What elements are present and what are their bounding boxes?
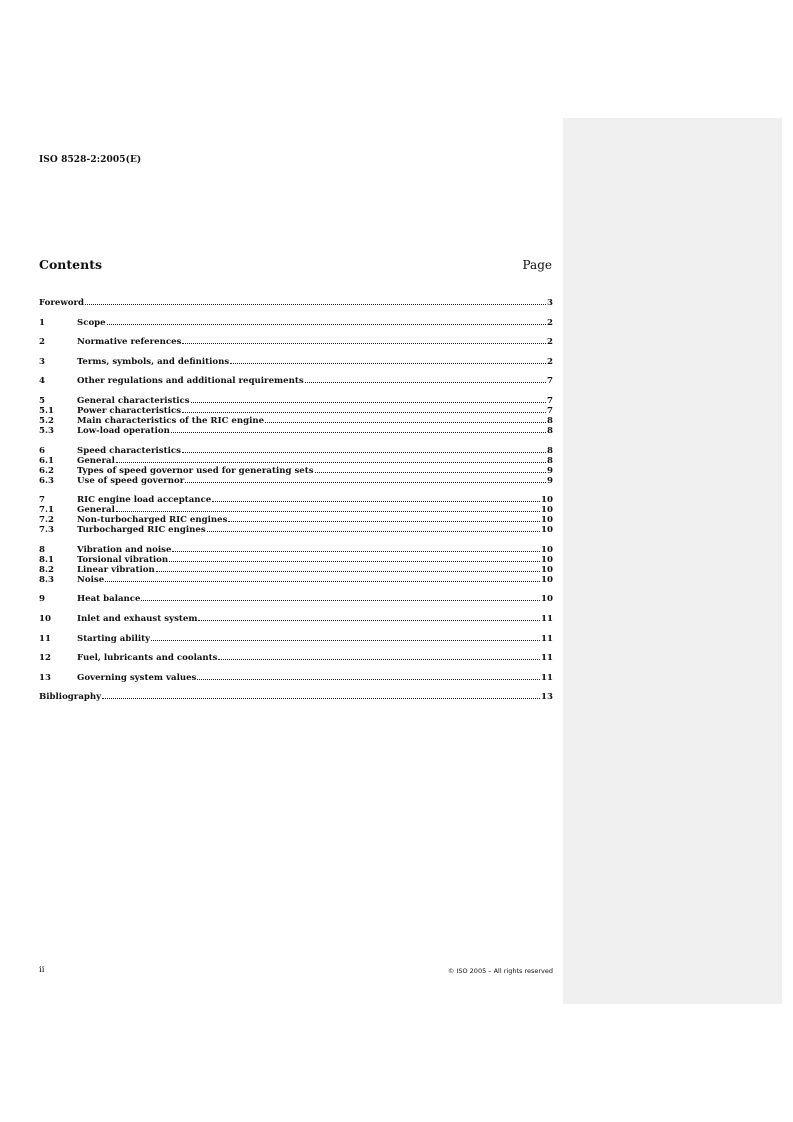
toc-entry[interactable] <box>39 593 553 603</box>
toc-entry-page: 11 <box>541 653 553 664</box>
toc-entry-number: 9 <box>39 594 45 605</box>
toc-entry-title: General characteristics <box>77 395 190 406</box>
toc-entry-number: 7.2 <box>39 515 54 526</box>
toc-entry[interactable] <box>39 455 553 465</box>
toc-entry-title: Linear vibration <box>77 564 155 575</box>
toc-entry-title: Inlet and exhaust system <box>77 613 198 624</box>
toc-entry[interactable] <box>39 375 553 385</box>
toc-entry-number: 6.3 <box>39 475 54 486</box>
toc-entry-number: 7.3 <box>39 525 54 536</box>
toc-entry[interactable] <box>39 524 553 534</box>
toc-entry[interactable] <box>39 672 553 682</box>
dot-leader <box>185 475 546 483</box>
toc-entry-number: 8.1 <box>39 554 54 565</box>
toc-entry-number: 5.1 <box>39 405 54 416</box>
toc-entry-number: 10 <box>39 613 51 624</box>
toc-entry-title: Bibliography <box>39 692 102 703</box>
dot-leader <box>107 317 546 325</box>
toc-entry-title: Noise <box>77 574 105 585</box>
toc-entry-page: 8 <box>547 455 553 466</box>
toc-entry-title: Terms, symbols, and definitions <box>77 356 230 367</box>
dot-leader <box>151 633 540 641</box>
toc-entry-number: 7 <box>39 495 45 506</box>
toc-entry-title: Use of speed governor <box>77 475 185 486</box>
toc-entry[interactable] <box>39 554 553 564</box>
toc-entry-page: 2 <box>547 317 553 328</box>
toc-entry-title: General <box>77 505 115 516</box>
toc-entry-title: Torsional vibration <box>77 554 169 565</box>
toc-entry-title: RIC engine load acceptance <box>77 495 212 506</box>
dot-leader <box>191 395 546 403</box>
toc-entry-title: Governing system values <box>77 672 197 683</box>
document-id: ISO 8528-2:2005(E) <box>39 155 142 165</box>
toc-entry[interactable] <box>39 445 553 455</box>
toc-entry-page: 8 <box>547 425 553 436</box>
dot-leader <box>230 356 546 364</box>
toc-entry-number: 4 <box>39 376 45 387</box>
dot-leader <box>156 564 540 572</box>
toc-entry-number: 11 <box>39 633 51 644</box>
toc-entry-title: Speed characteristics <box>77 445 181 456</box>
toc-entry[interactable] <box>39 574 553 584</box>
toc-entry[interactable] <box>39 415 553 425</box>
toc-entry-number: 3 <box>39 356 45 367</box>
toc-entry-title: Main characteristics of the RIC engine <box>77 415 265 426</box>
toc-entry[interactable] <box>39 317 553 327</box>
toc-entry-title: Low-load operation <box>77 425 170 436</box>
toc-entry-page: 10 <box>541 515 553 526</box>
dot-leader <box>207 524 540 532</box>
toc-entry-number: 2 <box>39 337 45 348</box>
toc-entry-title: Types of speed governor used for generating sets <box>77 465 314 476</box>
toc-entry[interactable] <box>39 465 553 475</box>
dot-leader <box>212 494 540 502</box>
page-column-label: Page <box>522 258 552 272</box>
toc-entry-page: 10 <box>541 544 553 555</box>
toc-entry-page: 7 <box>547 376 553 387</box>
toc-entry-title: Fuel, lubricants and coolants <box>77 653 218 664</box>
toc-entry-number: 6.2 <box>39 465 54 476</box>
toc-entry[interactable] <box>39 425 553 435</box>
toc-entry[interactable] <box>39 475 553 485</box>
toc-entry-number: 5.3 <box>39 425 54 436</box>
toc-entry-page: 2 <box>547 337 553 348</box>
toc-entry-title: Vibration and noise <box>77 544 172 555</box>
dot-leader <box>218 652 540 660</box>
toc-entry[interactable] <box>39 564 553 574</box>
toc-entry-page: 9 <box>547 465 553 476</box>
toc-entry[interactable] <box>39 544 553 554</box>
toc-entry[interactable] <box>39 494 553 504</box>
table-of-contents <box>39 297 553 701</box>
toc-entry-title: Scope <box>77 317 106 328</box>
toc-entry[interactable] <box>39 336 553 346</box>
toc-entry[interactable] <box>39 504 553 514</box>
comment-margin-panel <box>563 118 782 1004</box>
toc-entry-page: 10 <box>541 594 553 605</box>
dot-leader <box>182 336 546 344</box>
toc-entry-page: 8 <box>547 415 553 426</box>
dot-leader <box>141 593 540 601</box>
toc-entry-number: 13 <box>39 672 51 683</box>
toc-entry-number: 5.2 <box>39 415 54 426</box>
contents-heading: Contents <box>39 257 103 272</box>
toc-entry-title: Turbocharged RIC engines <box>77 525 206 536</box>
toc-entry-page: 10 <box>541 505 553 516</box>
toc-entry-title: Power characteristics <box>77 405 182 416</box>
toc-entry-number: 12 <box>39 653 51 664</box>
dot-leader <box>198 613 540 621</box>
toc-entry[interactable] <box>39 395 553 405</box>
dot-leader <box>116 455 546 463</box>
toc-entry-title: Heat balance <box>77 594 141 605</box>
toc-entry-page: 11 <box>541 613 553 624</box>
toc-entry-page: 3 <box>547 298 553 308</box>
toc-entry-number: 7.1 <box>39 505 54 516</box>
dot-leader <box>315 465 546 473</box>
toc-entry-page: 11 <box>541 633 553 644</box>
dot-leader <box>305 375 546 383</box>
toc-entry[interactable] <box>39 405 553 415</box>
toc-entry[interactable] <box>39 652 553 662</box>
dot-leader <box>85 297 546 305</box>
toc-entry-page: 2 <box>547 356 553 367</box>
toc-entry-page: 7 <box>547 405 553 416</box>
toc-entry-number: 5 <box>39 395 45 406</box>
dot-leader <box>169 554 540 562</box>
toc-entry-number: 8.3 <box>39 574 54 585</box>
dot-leader <box>228 514 540 522</box>
toc-entry-page: 13 <box>541 692 553 703</box>
toc-entry-number: 6 <box>39 445 45 456</box>
toc-entry-page: 10 <box>541 574 553 585</box>
dot-leader <box>182 405 546 413</box>
toc-entry-title: Starting ability <box>77 633 151 644</box>
dot-leader <box>102 691 540 699</box>
page-number: ii <box>39 965 45 975</box>
dot-leader <box>172 544 540 552</box>
toc-entry-title: Non-turbocharged RIC engines <box>77 515 228 526</box>
toc-entry[interactable] <box>39 356 553 366</box>
dot-leader <box>197 672 540 680</box>
toc-entry-number: 8.2 <box>39 564 54 575</box>
toc-entry-page: 10 <box>541 554 553 565</box>
dot-leader <box>116 504 540 512</box>
toc-entry[interactable] <box>39 297 553 307</box>
toc-entry[interactable] <box>39 514 553 524</box>
dot-leader <box>265 415 546 423</box>
toc-entry-page: 10 <box>541 564 553 575</box>
toc-entry-title: Normative references <box>77 337 182 348</box>
toc-entry[interactable] <box>39 613 553 623</box>
toc-entry-page: 11 <box>541 672 553 683</box>
toc-entry-page: 10 <box>541 495 553 506</box>
copyright-notice: © ISO 2005 – All rights reserved <box>447 967 553 975</box>
toc-entry-title: Foreword <box>39 298 85 308</box>
dot-leader <box>171 425 546 433</box>
toc-entry-number: 8 <box>39 544 45 555</box>
toc-entry[interactable] <box>39 691 553 701</box>
dot-leader <box>105 574 540 582</box>
toc-entry-page: 10 <box>541 525 553 536</box>
toc-entry-number: 6.1 <box>39 455 54 466</box>
toc-entry-number: 1 <box>39 317 45 328</box>
toc-entry[interactable] <box>39 633 553 643</box>
toc-entry-title: Other regulations and additional requirements <box>77 376 304 387</box>
toc-entry-page: 8 <box>547 445 553 456</box>
toc-entry-title: General <box>77 455 115 466</box>
toc-entry-page: 9 <box>547 475 553 486</box>
dot-leader <box>182 445 546 453</box>
toc-entry-page: 7 <box>547 395 553 406</box>
